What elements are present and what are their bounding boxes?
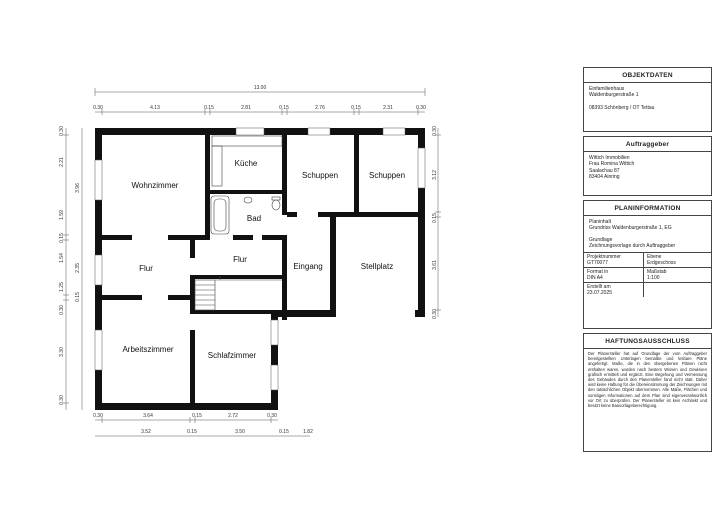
auftraggeber-title: Auftraggeber (584, 137, 711, 152)
haftung-title: HAFTUNGSAUSSCHLUSS (584, 334, 711, 349)
dim-right-2: 0.15 (432, 213, 438, 223)
dim-top-5: 2.76 (315, 105, 325, 111)
dim-bottom-r2-1: 0.15 (187, 429, 197, 435)
dim-top-6: 0.15 (351, 105, 361, 111)
planinfo-line-2: Grundriss Waldenburgerstraße 1, EG (589, 225, 672, 232)
dim-left-9: 0.30 (59, 305, 65, 315)
room-label-kueche: Küche (234, 159, 258, 168)
dim-left-6: 2.35 (75, 263, 81, 273)
room-label-bad: Bad (246, 214, 262, 223)
room-label-schuppen-2: Schuppen (368, 171, 406, 180)
objektdaten-line-2: Waldenburgerstraße 1 (589, 92, 639, 99)
dim-bottom-r1-3: 2.72 (228, 413, 238, 419)
auftraggeber-line-3: Saalachau 87 (589, 167, 620, 174)
dim-left-4: 0.15 (59, 233, 65, 243)
auftraggeber-line-2: Frau Romina Wittich (589, 161, 635, 168)
dim-right-1: 3.12 (432, 170, 438, 180)
stairs (195, 276, 282, 310)
planinfo-line-4: Grundlage (589, 236, 613, 243)
dim-right-4: 0.30 (432, 309, 438, 319)
dim-left-8: 0.15 (75, 292, 81, 302)
projektnummer-value: GT70077 (587, 259, 608, 266)
erstellt-value: 23.07.2025 (587, 289, 613, 296)
haftung-text: Der Planersteller hat auf Grundlage der vom Auftraggeber bereitgestellten Unterlagen bemaßte und lesbare Pläne angefertigt. Maße, die in den übergebenen Plänen nicht enthalten waren, wurden nach bestem Wissen und Gewissen grafisch ermittelt und ergänzt. Eine Begehung und Vermessung des Gebäudes durch den Planersteller fand nicht statt. Daher wird keine Haftung für die Übereinstimmung der Zeichnungen mit den tatsächlichen Objekt übernommen. Alle Maße, Flächen und sonstigen Informationen auf dem Plan sind eigenverantwortlich vor Ort zu überprüfen. Der Planersteller ist kein Architekt und besitzt keine Bauvorlageberechtigung. (588, 351, 707, 409)
dim-top-8: 0.30 (416, 105, 426, 111)
dim-bottom-r2-4: 1.82 (303, 429, 313, 435)
objektdaten-line-1: Einfamilienhaus (589, 86, 625, 92)
dim-top-3: 2.81 (241, 105, 251, 111)
projektnummer-label: Projektnummer (587, 253, 621, 260)
objektdaten-line-4: 08393 Schönberg / OT Tettau (589, 104, 655, 111)
bathroom-fixtures (211, 196, 280, 234)
dim-top-1: 4.13 (150, 105, 160, 111)
planinformation-panel (583, 200, 712, 329)
format-value: DIN A4 (587, 274, 603, 281)
dim-right-3: 3.61 (432, 260, 438, 270)
massstab-label: Maßstab (647, 268, 667, 275)
format-label: Format in (587, 268, 609, 275)
auftraggeber-line-4: 83404 Ainring (589, 174, 620, 181)
planinfo-line-1: Planinhalt (589, 219, 611, 225)
room-labels (122, 159, 405, 360)
dim-bottom-r1-1: 3.64 (143, 413, 153, 419)
dim-top-7: 2.31 (383, 105, 393, 111)
dim-left-2: 3.96 (75, 183, 81, 193)
massstab-cell (644, 267, 711, 282)
dim-bottom-r2-0: 3.52 (141, 429, 151, 435)
auftraggeber-line-1: Wittich Immobilien (589, 155, 630, 161)
dim-top-4: 0.15 (279, 105, 289, 111)
dim-top-total: 13.00 (253, 85, 267, 91)
dim-bottom-r1-4: 0.30 (267, 413, 277, 419)
room-label-eingang: Eingang (293, 262, 323, 271)
massstab-value: 1:100 (647, 274, 660, 281)
dim-bottom-r2-3: 0.15 (279, 429, 289, 435)
dim-top-0: 0.30 (93, 105, 103, 111)
projektnummer-cell (584, 252, 644, 267)
haftung-panel (583, 333, 712, 452)
dim-left-7: 1.25 (59, 282, 65, 292)
dimension-labels (59, 85, 438, 435)
dim-left-11: 0.30 (59, 395, 65, 405)
dim-top-2: 0.15 (204, 105, 214, 111)
planinformation-title: PLANINFORMATION (584, 201, 711, 216)
ebene-label: Ebene (647, 253, 662, 260)
dim-left-10: 3.30 (59, 347, 65, 357)
dim-left-0: 0.30 (59, 126, 65, 136)
room-label-arbeitszimmer: Arbeitszimmer (122, 345, 174, 354)
dim-bottom-r1-0: 0.30 (93, 413, 103, 419)
format-cell (584, 267, 644, 282)
dim-bottom-r1-2: 0.15 (192, 413, 202, 419)
objektdaten-title: OBJEKTDATEN (584, 68, 711, 83)
room-label-flur-2: Flur (233, 255, 247, 264)
empty-cell (644, 282, 711, 297)
dim-right-0: 0.30 (432, 126, 438, 136)
objektdaten-panel (583, 67, 712, 132)
room-label-wohnzimmer: Wohnzimmer (131, 181, 179, 190)
room-label-schuppen-1: Schuppen (301, 171, 339, 180)
auftraggeber-panel (583, 136, 712, 196)
room-label-flur-1: Flur (139, 264, 153, 273)
dim-left-3: 1.59 (59, 210, 65, 220)
erstellt-cell (584, 282, 644, 297)
dim-bottom-r2-2: 3.50 (235, 429, 245, 435)
erstellt-label: Erstellt am (587, 283, 611, 290)
room-label-schlafzimmer: Schlafzimmer (207, 351, 257, 360)
planinfo-line-5: Zeichnungsvorlage durch Auftraggeber (589, 243, 676, 250)
room-label-stellplatz: Stellplatz (360, 262, 394, 271)
ebene-cell (644, 252, 711, 267)
dim-left-5: 1.54 (59, 253, 65, 263)
ebene-value: Erdgeschoss (647, 259, 676, 266)
dim-left-1: 2.21 (59, 157, 65, 167)
